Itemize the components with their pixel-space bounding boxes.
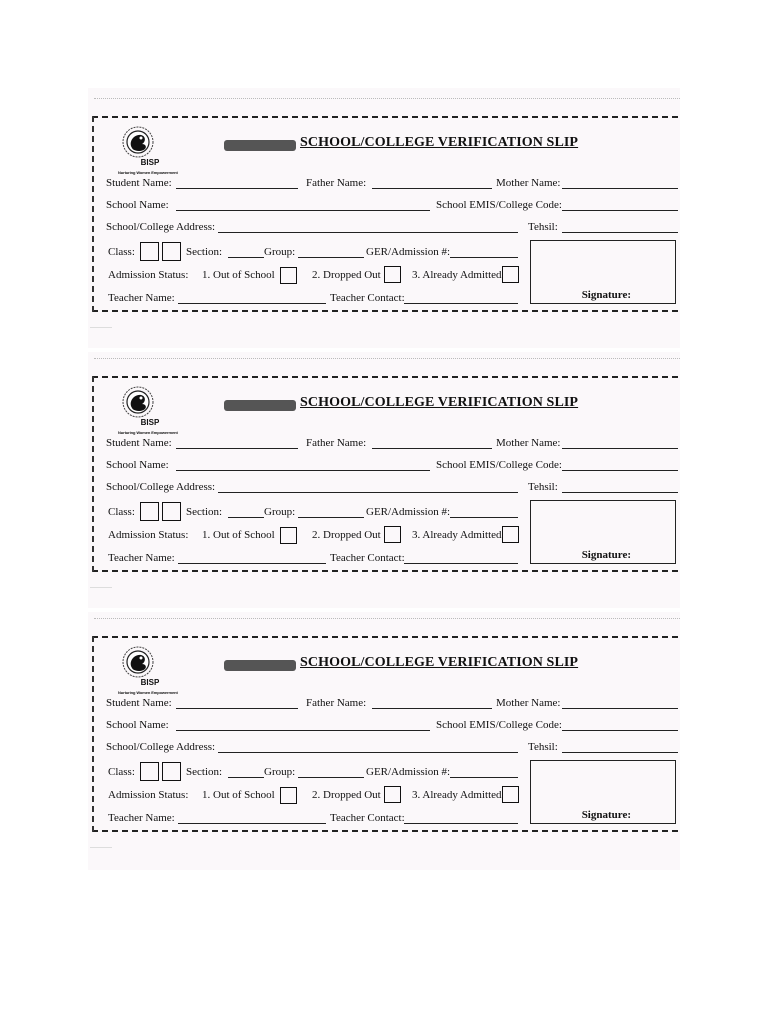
- row-school: [106, 459, 676, 475]
- row-address: [106, 481, 676, 497]
- student-name-field[interactable]: [176, 448, 298, 449]
- student-name-label: Student Name:: [106, 177, 172, 189]
- student-name-label: Student Name:: [106, 437, 172, 449]
- tehsil-label: Tehsil:: [528, 741, 558, 753]
- tehsil-field[interactable]: [562, 232, 678, 233]
- ger-admission-field[interactable]: [450, 517, 518, 518]
- admission-status-label: Admission Status:: [108, 529, 189, 541]
- address-field[interactable]: [218, 492, 518, 493]
- teacher-name-field[interactable]: [178, 303, 326, 304]
- ger-admission-field[interactable]: [450, 257, 518, 258]
- tehsil-field[interactable]: [562, 492, 678, 493]
- class-box-2[interactable]: [162, 762, 181, 781]
- logo-name: BISP: [140, 418, 160, 427]
- teacher-contact-field[interactable]: [404, 823, 518, 824]
- address-field[interactable]: [218, 232, 518, 233]
- class-box-2[interactable]: [162, 502, 181, 521]
- father-name-field[interactable]: [372, 708, 492, 709]
- emis-code-label: School EMIS/College Code:: [436, 459, 562, 471]
- verification-slip: [92, 116, 678, 312]
- group-field[interactable]: [298, 777, 364, 778]
- option-out-of-school-label: 1. Out of School: [202, 529, 275, 541]
- ger-admission-label: GER/Admission #:: [366, 246, 451, 258]
- emis-code-field[interactable]: [562, 730, 678, 731]
- logo-tagline: Nurturing Women Empowerment: [118, 430, 178, 435]
- cut-line: [94, 98, 680, 100]
- class-label: Class:: [108, 506, 135, 518]
- emis-code-label: School EMIS/College Code:: [436, 199, 562, 211]
- signature-label: Signature:: [581, 549, 631, 561]
- school-name-label: School Name:: [106, 199, 169, 211]
- already-admitted-checkbox[interactable]: [502, 266, 519, 283]
- bisp-logo: [114, 124, 178, 178]
- option-out-of-school-label: 1. Out of School: [202, 789, 275, 801]
- school-name-field[interactable]: [176, 470, 430, 471]
- cut-line: [94, 618, 680, 620]
- school-name-label: School Name:: [106, 719, 169, 731]
- emis-code-field[interactable]: [562, 210, 678, 211]
- already-admitted-checkbox[interactable]: [502, 526, 519, 543]
- mother-name-label: Mother Name:: [496, 697, 561, 709]
- group-label: Group:: [264, 506, 296, 518]
- row-names: [106, 177, 676, 193]
- ger-admission-label: GER/Admission #:: [366, 766, 451, 778]
- section-field[interactable]: [228, 517, 264, 518]
- address-field[interactable]: [218, 752, 518, 753]
- section-field[interactable]: [228, 777, 264, 778]
- row-school: [106, 199, 676, 215]
- dropped-out-checkbox[interactable]: [384, 526, 401, 543]
- school-name-field[interactable]: [176, 730, 430, 731]
- group-label: Group:: [264, 766, 296, 778]
- out-of-school-checkbox[interactable]: [280, 267, 297, 284]
- emis-code-field[interactable]: [562, 470, 678, 471]
- scan-mark: [90, 327, 112, 334]
- row-address: [106, 221, 676, 237]
- section-label: Section:: [186, 766, 223, 778]
- urdu-badge: [224, 660, 296, 671]
- father-name-label: Father Name:: [306, 697, 367, 709]
- ger-admission-label: GER/Admission #:: [366, 506, 451, 518]
- school-name-field[interactable]: [176, 210, 430, 211]
- emis-code-label: School EMIS/College Code:: [436, 719, 562, 731]
- tehsil-field[interactable]: [562, 752, 678, 753]
- verification-slip: [92, 376, 678, 572]
- father-name-field[interactable]: [372, 188, 492, 189]
- signature-box[interactable]: [530, 500, 676, 564]
- teacher-contact-field[interactable]: [404, 563, 518, 564]
- teacher-name-field[interactable]: [178, 823, 326, 824]
- teacher-contact-label: Teacher Contact:: [330, 292, 405, 304]
- group-label: Group:: [264, 246, 296, 258]
- teacher-name-label: Teacher Name:: [108, 552, 175, 564]
- dropped-out-checkbox[interactable]: [384, 266, 401, 283]
- mother-name-label: Mother Name:: [496, 177, 561, 189]
- slip-title: SCHOOL/COLLEGE VERIFICATION SLIP: [300, 395, 579, 410]
- cut-line: [94, 358, 680, 360]
- option-out-of-school-label: 1. Out of School: [202, 269, 275, 281]
- logo-name: BISP: [140, 158, 160, 167]
- urdu-badge: [224, 140, 296, 151]
- slip-title: SCHOOL/COLLEGE VERIFICATION SLIP: [300, 135, 579, 150]
- student-name-label: Student Name:: [106, 697, 172, 709]
- father-name-label: Father Name:: [306, 437, 367, 449]
- verification-slip: [92, 636, 678, 832]
- class-label: Class:: [108, 766, 135, 778]
- out-of-school-checkbox[interactable]: [280, 787, 297, 804]
- class-label: Class:: [108, 246, 135, 258]
- bisp-logo: [114, 384, 178, 438]
- class-box-1[interactable]: [140, 502, 159, 521]
- mother-name-field[interactable]: [562, 188, 678, 189]
- section-label: Section:: [186, 246, 223, 258]
- section-label: Section:: [186, 506, 223, 518]
- class-box-1[interactable]: [140, 242, 159, 261]
- school-name-label: School Name:: [106, 459, 169, 471]
- father-name-label: Father Name:: [306, 177, 367, 189]
- row-names: [106, 697, 676, 713]
- already-admitted-checkbox[interactable]: [502, 786, 519, 803]
- row-names: [106, 437, 676, 453]
- address-label: School/College Address:: [106, 741, 216, 753]
- tehsil-label: Tehsil:: [528, 221, 558, 233]
- out-of-school-checkbox[interactable]: [280, 527, 297, 544]
- mother-name-label: Mother Name:: [496, 437, 561, 449]
- teacher-name-label: Teacher Name:: [108, 292, 175, 304]
- section-field[interactable]: [228, 257, 264, 258]
- mother-name-field[interactable]: [562, 708, 678, 709]
- admission-status-label: Admission Status:: [108, 789, 189, 801]
- address-label: School/College Address:: [106, 221, 216, 233]
- class-box-2[interactable]: [162, 242, 181, 261]
- student-name-field[interactable]: [176, 708, 298, 709]
- row-school: [106, 719, 676, 735]
- teacher-contact-label: Teacher Contact:: [330, 552, 405, 564]
- option-dropped-out-label: 2. Dropped Out: [312, 269, 381, 281]
- mother-name-field[interactable]: [562, 448, 678, 449]
- father-name-field[interactable]: [372, 448, 492, 449]
- teacher-contact-field[interactable]: [404, 303, 518, 304]
- dropped-out-checkbox[interactable]: [384, 786, 401, 803]
- urdu-badge: [224, 400, 296, 411]
- class-box-1[interactable]: [140, 762, 159, 781]
- logo-tagline: Nurturing Women Empowerment: [118, 690, 178, 695]
- teacher-name-field[interactable]: [178, 563, 326, 564]
- row-address: [106, 741, 676, 757]
- student-name-field[interactable]: [176, 188, 298, 189]
- option-dropped-out-label: 2. Dropped Out: [312, 529, 381, 541]
- signature-label: Signature:: [581, 289, 631, 301]
- option-already-admitted-label: 3. Already Admitted: [412, 269, 502, 281]
- signature-label: Signature:: [581, 809, 631, 821]
- slip-title: SCHOOL/COLLEGE VERIFICATION SLIP: [300, 655, 579, 670]
- group-field[interactable]: [298, 257, 364, 258]
- address-label: School/College Address:: [106, 481, 216, 493]
- scan-mark: [90, 587, 112, 594]
- scan-mark: [90, 847, 112, 854]
- tehsil-label: Tehsil:: [528, 481, 558, 493]
- logo-name: BISP: [140, 678, 160, 687]
- group-field[interactable]: [298, 517, 364, 518]
- ger-admission-field[interactable]: [450, 777, 518, 778]
- option-dropped-out-label: 2. Dropped Out: [312, 789, 381, 801]
- bisp-logo: [114, 644, 178, 698]
- signature-box[interactable]: [530, 240, 676, 304]
- option-already-admitted-label: 3. Already Admitted: [412, 789, 502, 801]
- teacher-contact-label: Teacher Contact:: [330, 812, 405, 824]
- admission-status-label: Admission Status:: [108, 269, 189, 281]
- teacher-name-label: Teacher Name:: [108, 812, 175, 824]
- logo-tagline: Nurturing Women Empowerment: [118, 170, 178, 175]
- signature-box[interactable]: [530, 760, 676, 824]
- option-already-admitted-label: 3. Already Admitted: [412, 529, 502, 541]
